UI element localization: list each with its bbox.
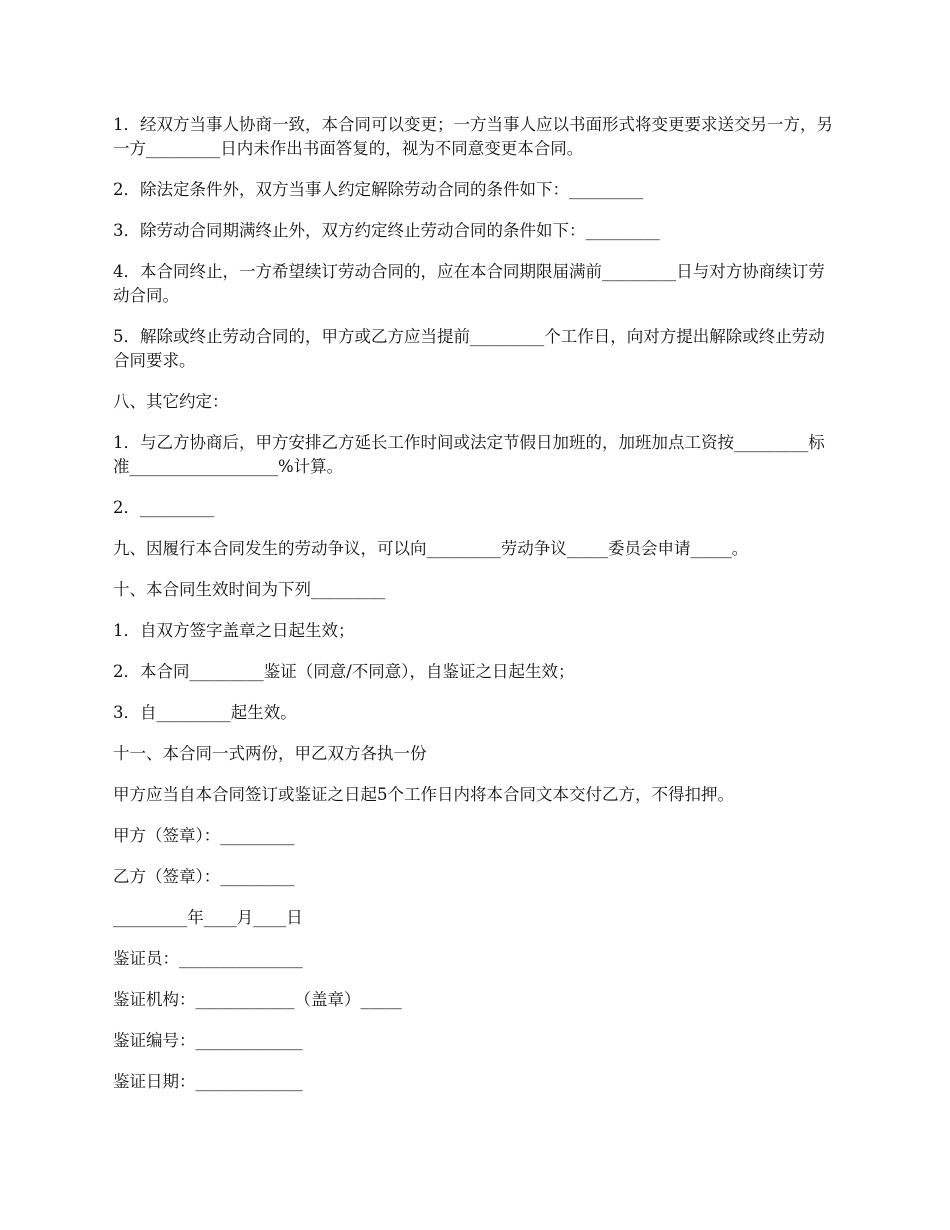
effective-option-3: 3．自_________起生效。 — [113, 703, 297, 722]
section-copies: 十一、本合同一式两份，甲乙双方各执一份 — [113, 744, 427, 763]
verification-number: 鉴证编号：_____________ — [113, 1031, 303, 1050]
signing-date: _________年____月____日 — [113, 908, 303, 927]
clause-notice: 5．解除或终止劳动合同的，甲方或乙方应当提前_________个工作日，向对方提出解除或终止劳动合同要求。 — [113, 327, 825, 370]
verifier: 鉴证员：_______________ — [113, 949, 303, 968]
verification-date: 鉴证日期：_____________ — [113, 1072, 303, 1091]
party-a-signature: 甲方（签章）：_________ — [113, 826, 295, 845]
clause-renewal: 4．本合同终止，一方希望续订劳动合同的，应在本合同期限届满前_________日与对方协商续订劳动合同。 — [113, 262, 825, 305]
clause-end-conditions: 3．除劳动合同期满终止外，双方约定终止劳动合同的条件如下：_________ — [113, 221, 660, 240]
verification-agency: 鉴证机构：____________（盖章）_____ — [113, 990, 402, 1009]
clause-other-2: 2．_________ — [113, 498, 215, 517]
party-b-signature: 乙方（签章）：_________ — [113, 867, 295, 886]
clause-termination-conditions: 2．除法定条件外，双方当事人约定解除劳动合同的条件如下：_________ — [113, 180, 644, 199]
effective-option-1: 1．自双方签字盖章之日起生效； — [113, 621, 355, 640]
section-dispute: 九、因履行本合同发生的劳动争议，可以向_________劳动争议_____委员会申请_____。 — [113, 539, 749, 558]
section-effective-time: 十、本合同生效时间为下列_________ — [113, 580, 386, 599]
effective-option-2: 2．本合同_________鉴证（同意/不同意），自鉴证之日起生效； — [113, 662, 575, 681]
clause-overtime: 1．与乙方协商后，甲方安排乙方延长工作时间或法定节假日加班的，加班加点工资按_________标准__________________%计算。 — [113, 433, 825, 476]
section-other-agreements: 八、其它约定： — [113, 392, 229, 411]
clause-change: 1．经双方当事人协商一致，本合同可以变更；一方当事人应以书面形式将变更要求送交另一方，另一方_________日内未作出书面答复的，视为不同意变更本合同。 — [113, 115, 833, 158]
document-page — [113, 113, 840, 1111]
delivery-clause: 甲方应当自本合同签订或鉴证之日起5个工作日内将本合同文本交付乙方，不得扣押。 — [113, 785, 734, 804]
